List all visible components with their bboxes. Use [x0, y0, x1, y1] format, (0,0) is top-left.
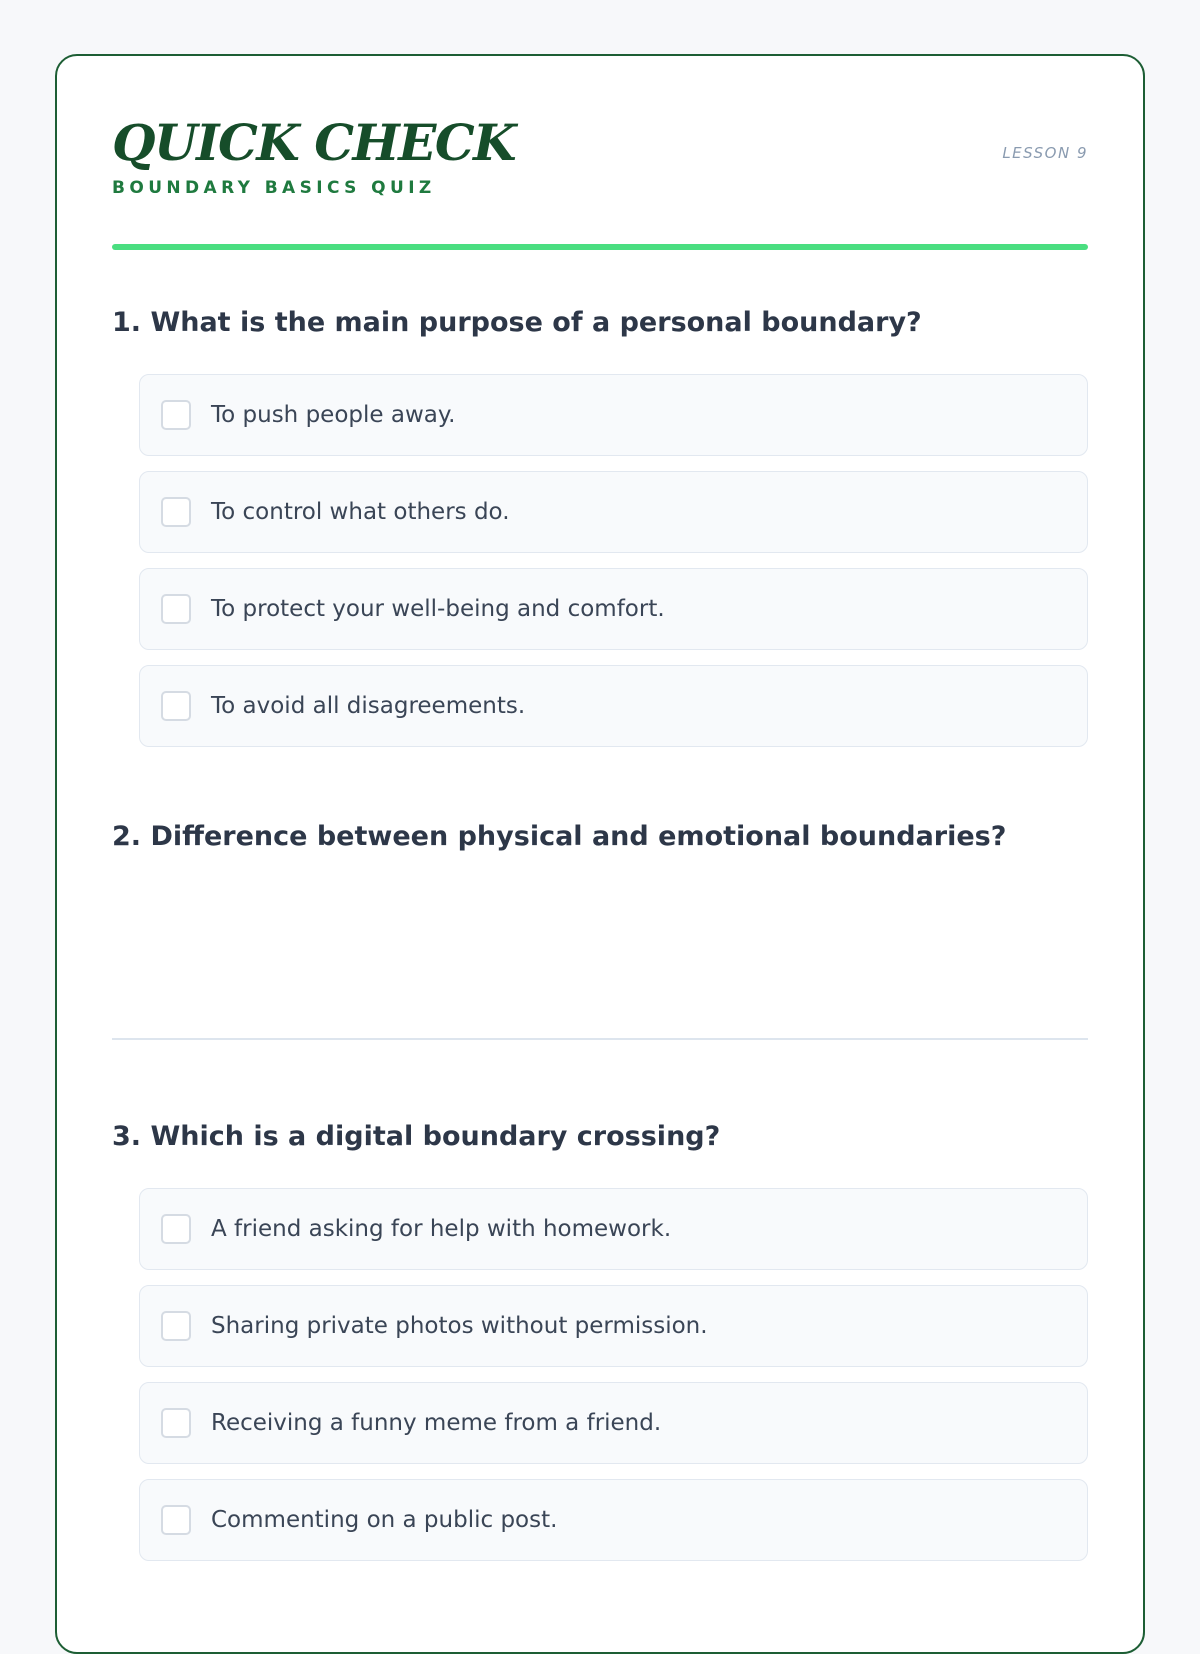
- question-2-answer-field[interactable]: [112, 870, 1088, 1040]
- question-3-option-b[interactable]: [139, 1285, 1088, 1367]
- quiz-card: [55, 54, 1145, 1654]
- option-label: To push people away.: [211, 402, 456, 428]
- option-label: To protect your well-being and comfort.: [211, 596, 665, 622]
- checkbox[interactable]: [161, 1311, 191, 1341]
- option-label: To avoid all disagreements.: [211, 693, 526, 719]
- question-1-text: 1. What is the main purpose of a personal boundary?: [112, 307, 922, 338]
- question-2: [112, 820, 1088, 854]
- question-1-option-c[interactable]: [139, 568, 1088, 650]
- question-1: [112, 306, 1088, 719]
- quiz-subtitle: BOUNDARY BASICS QUIZ: [112, 178, 436, 198]
- quiz-header: [112, 114, 1088, 206]
- question-3-text: 3. Which is a digital boundary crossing?: [112, 1121, 721, 1152]
- question-1-option-d[interactable]: [139, 665, 1088, 747]
- question-1-options: [139, 374, 1088, 762]
- question-3: [112, 1120, 1088, 1533]
- checkbox[interactable]: [161, 497, 191, 527]
- header-divider: [112, 244, 1088, 250]
- question-1-option-b[interactable]: [139, 471, 1088, 553]
- question-3-option-a[interactable]: [139, 1188, 1088, 1270]
- checkbox[interactable]: [161, 1505, 191, 1535]
- lesson-label: LESSON 9: [1002, 144, 1088, 162]
- checkbox[interactable]: [161, 400, 191, 430]
- question-2-text: 2. Difference between physical and emotional boundaries?: [112, 821, 1007, 852]
- checkbox[interactable]: [161, 1408, 191, 1438]
- checkbox[interactable]: [161, 691, 191, 721]
- quiz-title: QUICK CHECK: [112, 113, 516, 172]
- option-label: Receiving a funny meme from a friend.: [211, 1410, 662, 1436]
- question-3-option-c[interactable]: [139, 1382, 1088, 1464]
- option-label: Sharing private photos without permission.: [211, 1313, 708, 1339]
- option-label: To control what others do.: [211, 499, 510, 525]
- option-label: A friend asking for help with homework.: [211, 1216, 672, 1242]
- option-label: Commenting on a public post.: [211, 1507, 558, 1533]
- question-3-options: [139, 1188, 1088, 1576]
- checkbox[interactable]: [161, 1214, 191, 1244]
- checkbox[interactable]: [161, 594, 191, 624]
- question-1-option-a[interactable]: [139, 374, 1088, 456]
- question-3-option-d[interactable]: [139, 1479, 1088, 1561]
